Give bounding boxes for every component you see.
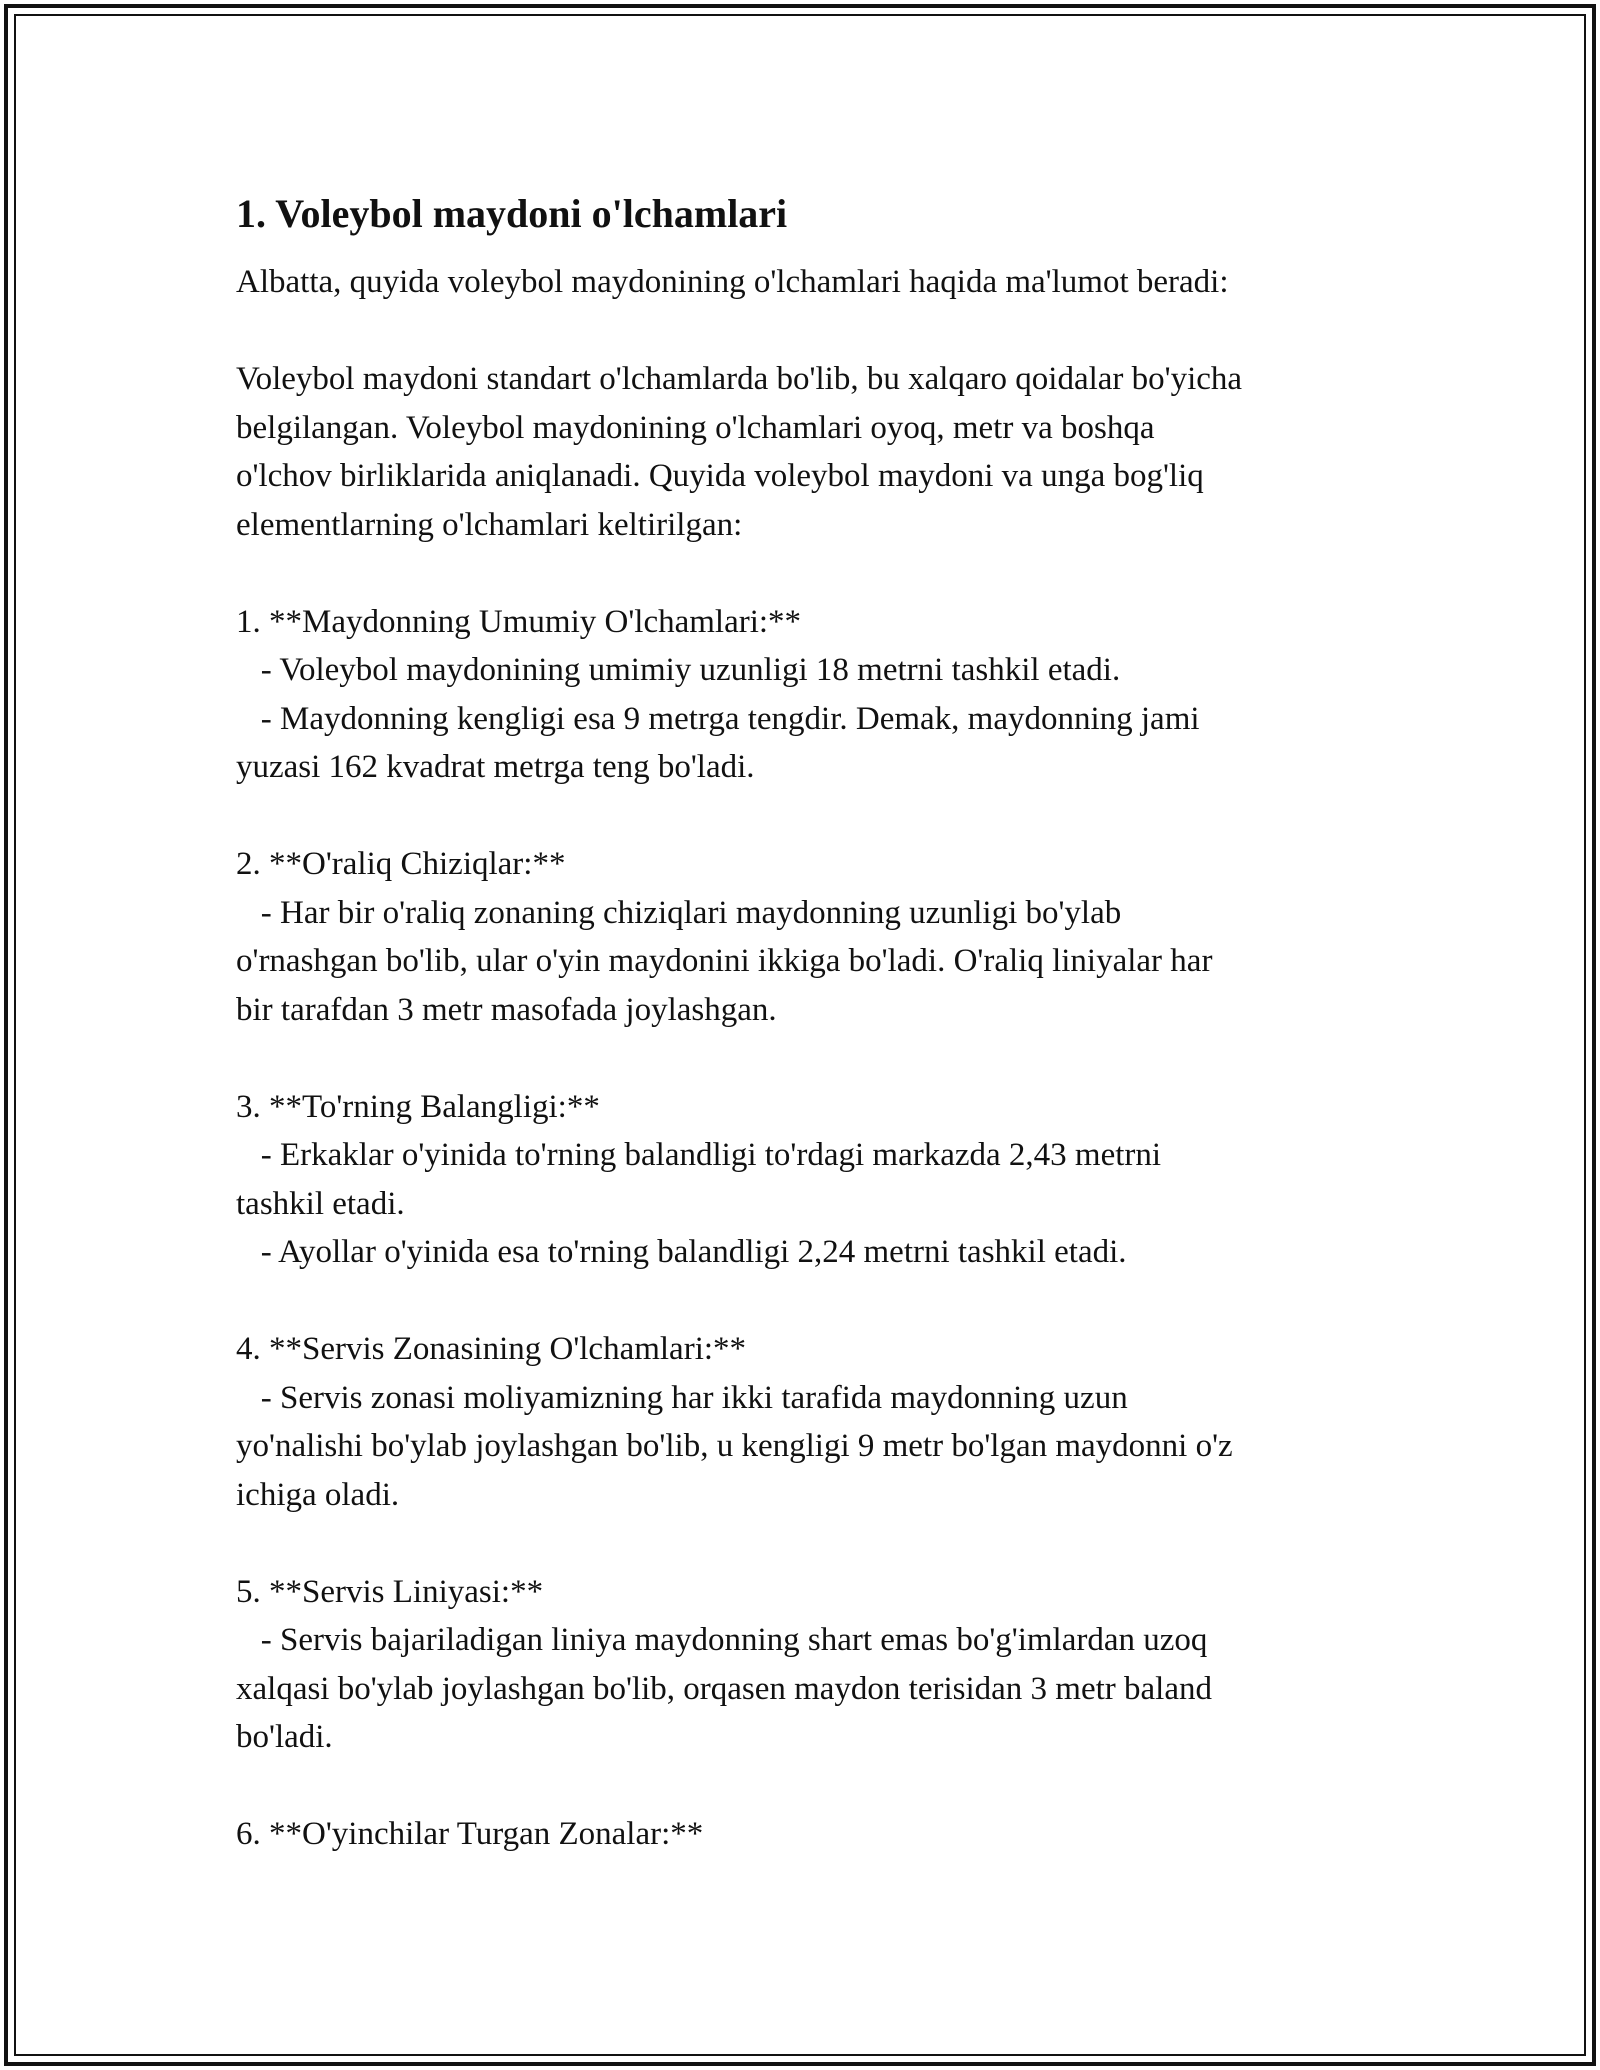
text-line: ichiga oladi. xyxy=(236,1476,400,1513)
text-line: tashkil etadi. xyxy=(236,1185,405,1222)
text-line xyxy=(236,792,1396,841)
text-line: xalqasi bo'ylab joylashgan bo'lib, orqasen maydon terisidan 3 metr baland xyxy=(236,1670,1212,1707)
text-line: Voleybol maydoni standart o'lchamlarda bo'lib, bu xalqaro qoidalar bo'yicha xyxy=(236,361,1243,397)
text-line: - Servis zonasi moliyamizning har ikki tarafida maydonning uzun xyxy=(236,1379,1128,1416)
text-line: - Ayollar o'yinida esa to'rning balandligi 2,24 metrni tashkil etadi. xyxy=(236,1234,1127,1270)
text-line: Albatta, quyida voleybol maydonining o'lchamlari haqida ma'lumot beradi: xyxy=(236,264,1229,300)
text-line: elementlarning o'lchamlari keltirilgan: xyxy=(236,506,743,543)
text-line: bo'ladi. xyxy=(236,1719,333,1755)
text-line xyxy=(236,549,1396,598)
list-heading: 5. **Servis Liniyasi:** xyxy=(236,1573,544,1610)
text-line: belgilangan. Voleybol maydonining o'lchamlari oyoq, metr va boshqa xyxy=(236,409,1155,446)
text-line xyxy=(236,1762,1396,1811)
text-line: - Erkaklar o'yinida to'rning balandligi to'rdagi markazda 2,43 metrni xyxy=(236,1137,1162,1173)
list-heading: 3. **To'rning Balangligi:** xyxy=(236,1088,600,1125)
text-line: o'lchov birliklarida aniqlanadi. Quyida voleybol maydoni va unga bog'liq xyxy=(236,458,1204,494)
text-line: - Voleybol maydonining umimiy uzunligi 18 metrni tashkil etadi. xyxy=(236,652,1121,688)
document-body xyxy=(236,186,1396,1859)
text-line: - Servis bajariladigan liniya maydonning shart emas bo'g'imlardan uzoq xyxy=(236,1622,1208,1658)
text-line xyxy=(236,1519,1396,1568)
document-text xyxy=(236,258,1396,1859)
list-heading: 4. **Servis Zonasining O'lchamlari:** xyxy=(236,1331,747,1367)
list-heading: 2. **O'raliq Chiziqlar:** xyxy=(236,846,566,882)
text-line: - Maydonning kengligi esa 9 metrga tengdir. Demak, maydonning jami xyxy=(236,700,1200,737)
text-line: yo'nalishi bo'ylab joylashgan bo'lib, u kengligi 9 metr bo'lgan maydonni o'z xyxy=(236,1428,1233,1464)
list-heading: 6. **O'yinchilar Turgan Zonalar:** xyxy=(236,1816,704,1852)
text-line xyxy=(236,307,1396,356)
document-title: 1. Voleybol maydoni o'lchamlari xyxy=(236,191,788,236)
text-line: bir tarafdan 3 metr masofada joylashgan. xyxy=(236,991,777,1028)
text-line: - Har bir o'raliq zonaning chiziqlari maydonning uzunligi bo'ylab xyxy=(236,894,1122,931)
text-line xyxy=(236,1034,1396,1083)
text-line: o'rnashgan bo'lib, ular o'yin maydonini ikkiga bo'ladi. O'raliq liniyalar har xyxy=(236,943,1213,979)
list-heading: 1. **Maydonning Umumiy O'lchamlari:** xyxy=(236,603,802,640)
text-line xyxy=(236,1277,1396,1326)
text-line: yuzasi 162 kvadrat metrga teng bo'ladi. xyxy=(236,749,755,785)
